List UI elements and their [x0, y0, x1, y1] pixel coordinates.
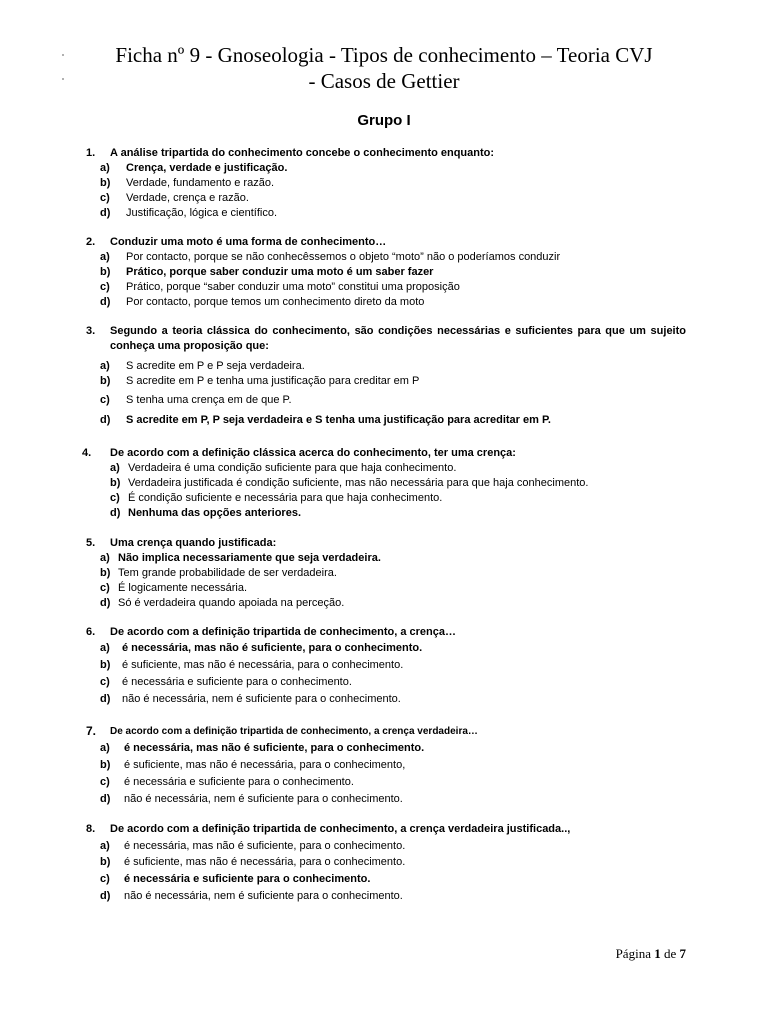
question-stem: De acordo com a definição tripartida de conhecimento, a crença verdadeira… — [110, 726, 478, 737]
question-number: 5. — [86, 537, 96, 549]
option-a[interactable]: a) Verdadeira é uma condição suficiente para que haja conhecimento. — [110, 462, 457, 474]
question-5 — [86, 536, 686, 611]
option-a[interactable]: a) Crença, verdade e justificação. — [100, 162, 288, 174]
option-a[interactable]: a) S acredite em P e P seja verdadeira. — [100, 360, 305, 372]
group-heading: Grupo I — [357, 112, 411, 129]
option-d[interactable]: d) Justificação, lógica e científico. — [100, 207, 278, 219]
option-b[interactable]: b) é suficiente, mas não é necessária, para o conhecimento, — [100, 759, 406, 771]
question-3 — [86, 324, 686, 428]
question-stem: Uma crença quando justificada: — [110, 537, 277, 549]
option-c[interactable]: c) é necessária e suficiente para o conhecimento. — [100, 776, 354, 788]
option-a[interactable]: a) Por contacto, porque se não conhecêssemos o objeto “moto” não o poderíamos conduzir — [100, 251, 561, 263]
current-page: 1 — [654, 946, 661, 961]
option-a[interactable]: a) é necessária, mas não é suficiente, para o conhecimento. — [100, 642, 423, 654]
page-number-footer — [616, 946, 686, 962]
option-a[interactable]: a) é necessária, mas não é suficiente, para o conhecimento. — [100, 742, 425, 754]
question-number: 8. — [86, 823, 96, 835]
option-c[interactable]: c) S tenha uma crença em de que P. — [100, 394, 292, 406]
total-pages: 7 — [679, 946, 686, 961]
option-d[interactable]: d) não é necessária, nem é suficiente para o conhecimento. — [100, 793, 403, 805]
option-c[interactable]: c) é necessária e suficiente para o conhecimento. — [100, 676, 352, 688]
option-b[interactable]: b) S acredite em P e tenha uma justificação para creditar em P — [100, 375, 420, 387]
option-b[interactable]: b) Tem grande probabilidade de ser verdadeira. — [100, 567, 337, 579]
question-number: 3. — [86, 325, 96, 337]
question-stem: De acordo com a definição tripartida de conhecimento, a crença… — [110, 626, 456, 638]
question-2 — [86, 235, 686, 310]
option-c[interactable]: c) Prático, porque “saber conduzir uma moto” constitui uma proposição — [100, 281, 460, 293]
option-a[interactable]: a) é necessária, mas não é suficiente, para o conhecimento. — [100, 840, 406, 852]
option-b[interactable]: b) Verdade, fundamento e razão. — [100, 177, 274, 189]
option-d[interactable]: d) não é necessária, nem é suficiente para o conhecimento. — [100, 890, 403, 902]
page-title — [60, 42, 708, 94]
option-d[interactable]: d) Por contacto, porque temos um conhecimento direto da moto — [100, 296, 425, 308]
question-7 — [86, 724, 686, 807]
option-d[interactable]: d) Só é verdadeira quando apoiada na perceção. — [100, 597, 345, 609]
question-1 — [86, 146, 686, 221]
question-number: 7. — [86, 724, 97, 738]
option-c[interactable]: c) é necessária e suficiente para o conhecimento. — [100, 873, 371, 885]
question-number: 6. — [86, 626, 96, 638]
option-d[interactable]: d) Nenhuma das opções anteriores. — [110, 507, 301, 519]
option-c[interactable]: c) É condição suficiente e necessária para que haja conhecimento. — [110, 492, 443, 504]
question-6 — [86, 625, 686, 707]
question-4 — [82, 446, 692, 521]
option-b[interactable]: b) é suficiente, mas não é necessária, para o conhecimento. — [100, 659, 404, 671]
question-stem: Segundo a teoria clássica do conhecimento, são condições necessárias e suficientes para que um sujeito conheça uma proposição que: — [110, 325, 686, 352]
question-stem: De acordo com a definição clássica acerca do conhecimento, ter uma crença: — [110, 447, 516, 459]
title-line-2: - Casos de Gettier — [308, 69, 460, 93]
of-word: de — [663, 946, 677, 961]
option-d[interactable]: d) S acredite em P, P seja verdadeira e S tenha uma justificação para acreditar em P. — [100, 414, 551, 426]
option-b[interactable]: b) é suficiente, mas não é necessária, para o conhecimento. — [100, 856, 406, 868]
option-b[interactable]: b) Verdadeira justificada é condição suficiente, mas não necessária para que haja conhecimento. — [110, 477, 589, 489]
page-word: Página — [615, 946, 651, 961]
question-stem: Conduzir uma moto é uma forma de conhecimento… — [110, 236, 387, 248]
title-line-1: Ficha nº 9 - Gnoseologia - Tipos de conhecimento – Teoria CVJ — [115, 43, 653, 67]
option-b[interactable]: b) Prático, porque saber conduzir uma moto é um saber fazer — [100, 266, 434, 278]
option-d[interactable]: d) não é necessária, nem é suficiente para o conhecimento. — [100, 693, 401, 705]
question-number: 2. — [86, 236, 96, 248]
question-number: 4. — [82, 447, 92, 459]
question-8 — [86, 822, 686, 904]
question-number: 1. — [86, 147, 96, 159]
option-a[interactable]: a) Não implica necessariamente que seja verdadeira. — [100, 552, 381, 564]
option-c[interactable]: c) Verdade, crença e razão. — [100, 192, 249, 204]
question-stem: De acordo com a definição tripartida de conhecimento, a crença verdadeira justificada.., — [110, 823, 571, 835]
question-stem: A análise tripartida do conhecimento concebe o conhecimento enquanto: — [110, 147, 495, 159]
option-c[interactable]: c) É logicamente necessária. — [100, 582, 248, 594]
